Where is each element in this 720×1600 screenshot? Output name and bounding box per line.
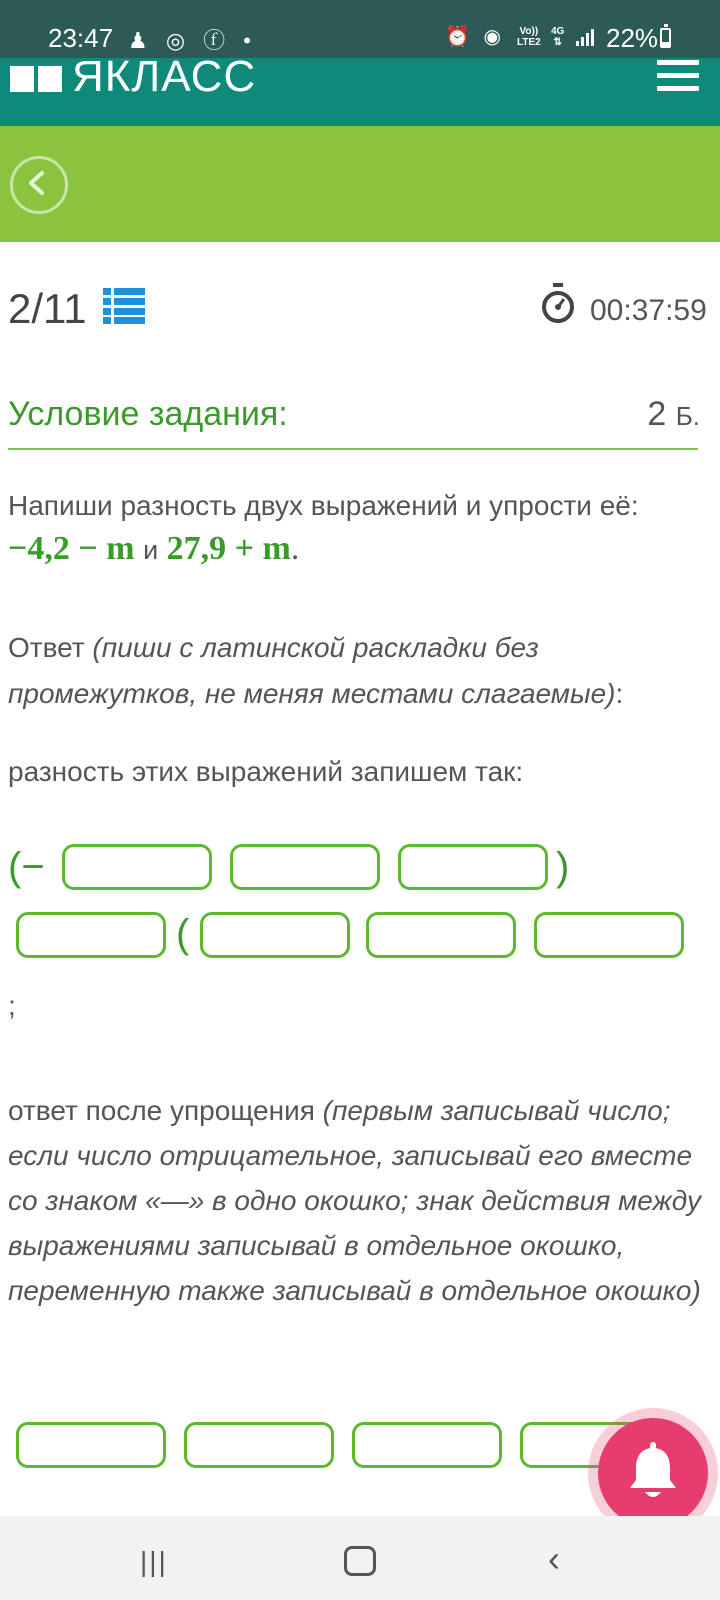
difference-label: разность этих выражений запишем так:: [8, 756, 524, 787]
battery-percent: 22%: [606, 23, 659, 53]
toolbar: [0, 126, 720, 242]
recent-apps-icon[interactable]: |||: [140, 1546, 168, 1577]
system-nav-bar: [0, 1516, 720, 1600]
points: [647, 395, 700, 434]
expression-1: −4,2 − m: [8, 530, 135, 567]
open-paren-minus: (−: [8, 845, 45, 889]
points-unit: Б.: [675, 401, 700, 431]
divider: [8, 448, 698, 450]
signal-icon: [576, 28, 596, 51]
bell-icon: [624, 1442, 682, 1504]
simplified-hint: (первым записывай число; если число отрицательное, записывай его вместе со знаком «—» в одно окошко; знак действия между выражениями записывай в отдельное окошко, переменную также записывай в отдельное окошко): [8, 1095, 701, 1306]
stopwatch-icon: [540, 283, 576, 332]
points-value: 2: [647, 395, 667, 433]
simplified-prefix: ответ после упрощения: [8, 1095, 323, 1126]
close-paren: ): [556, 845, 570, 889]
logo-text[interactable]: ЯКЛАСС: [72, 52, 257, 101]
expression-2: 27,9 + m: [166, 530, 291, 567]
simplified-input-2[interactable]: [184, 1422, 334, 1468]
answer-instructions: [8, 625, 698, 717]
task-counter: 2/11: [8, 285, 87, 332]
simplified-instructions: [8, 1088, 708, 1313]
condition-title: Условие задания:: [8, 395, 288, 433]
notification-button[interactable]: [598, 1418, 708, 1528]
answer-input-3[interactable]: [398, 844, 548, 890]
task-statement: Напиши разность двух выражений и упрости её:: [8, 490, 639, 521]
status-time: 23:47: [48, 23, 114, 53]
status-bar: [0, 0, 720, 58]
semicolon: ;: [8, 990, 16, 1021]
answer-input-2[interactable]: [230, 844, 380, 890]
chevron-left-icon: [25, 170, 49, 196]
answer-input-5[interactable]: [200, 912, 350, 958]
answer-prefix: Ответ: [8, 632, 93, 663]
back-nav-icon[interactable]: ‹: [548, 1538, 560, 1579]
notification-icons: ♟ ◎ ⓕ •: [128, 28, 257, 53]
answer-hint: (пиши с латинской раскладки без промежутков, не меняя местами слагаемые): [8, 632, 616, 709]
volte-icon: Vo)) LTE2: [517, 26, 541, 48]
answer-input-4[interactable]: [16, 912, 166, 958]
answer-input-7[interactable]: [534, 912, 684, 958]
answer-input-6[interactable]: [366, 912, 516, 958]
answer-suffix: :: [615, 678, 624, 709]
home-icon[interactable]: [344, 1546, 376, 1576]
task-list-icon[interactable]: [103, 288, 145, 324]
alarm-wifi-icons: ⏰ ◉: [445, 26, 505, 48]
period: .: [290, 530, 300, 567]
app-header: [0, 52, 720, 126]
logo-icon[interactable]: [10, 66, 64, 92]
back-button[interactable]: [10, 156, 68, 214]
simplified-input-3[interactable]: [352, 1422, 502, 1468]
answer-input-1[interactable]: [62, 844, 212, 890]
menu-icon[interactable]: [657, 60, 699, 94]
and-word: и: [143, 535, 159, 565]
task-expressions: [8, 530, 299, 568]
battery-icon: [660, 28, 671, 48]
network-4g-icon: 4G ⇅: [551, 26, 565, 48]
simplified-input-1[interactable]: [16, 1422, 166, 1468]
open-paren: (: [176, 912, 190, 956]
timer: 00:37:59: [590, 294, 707, 327]
